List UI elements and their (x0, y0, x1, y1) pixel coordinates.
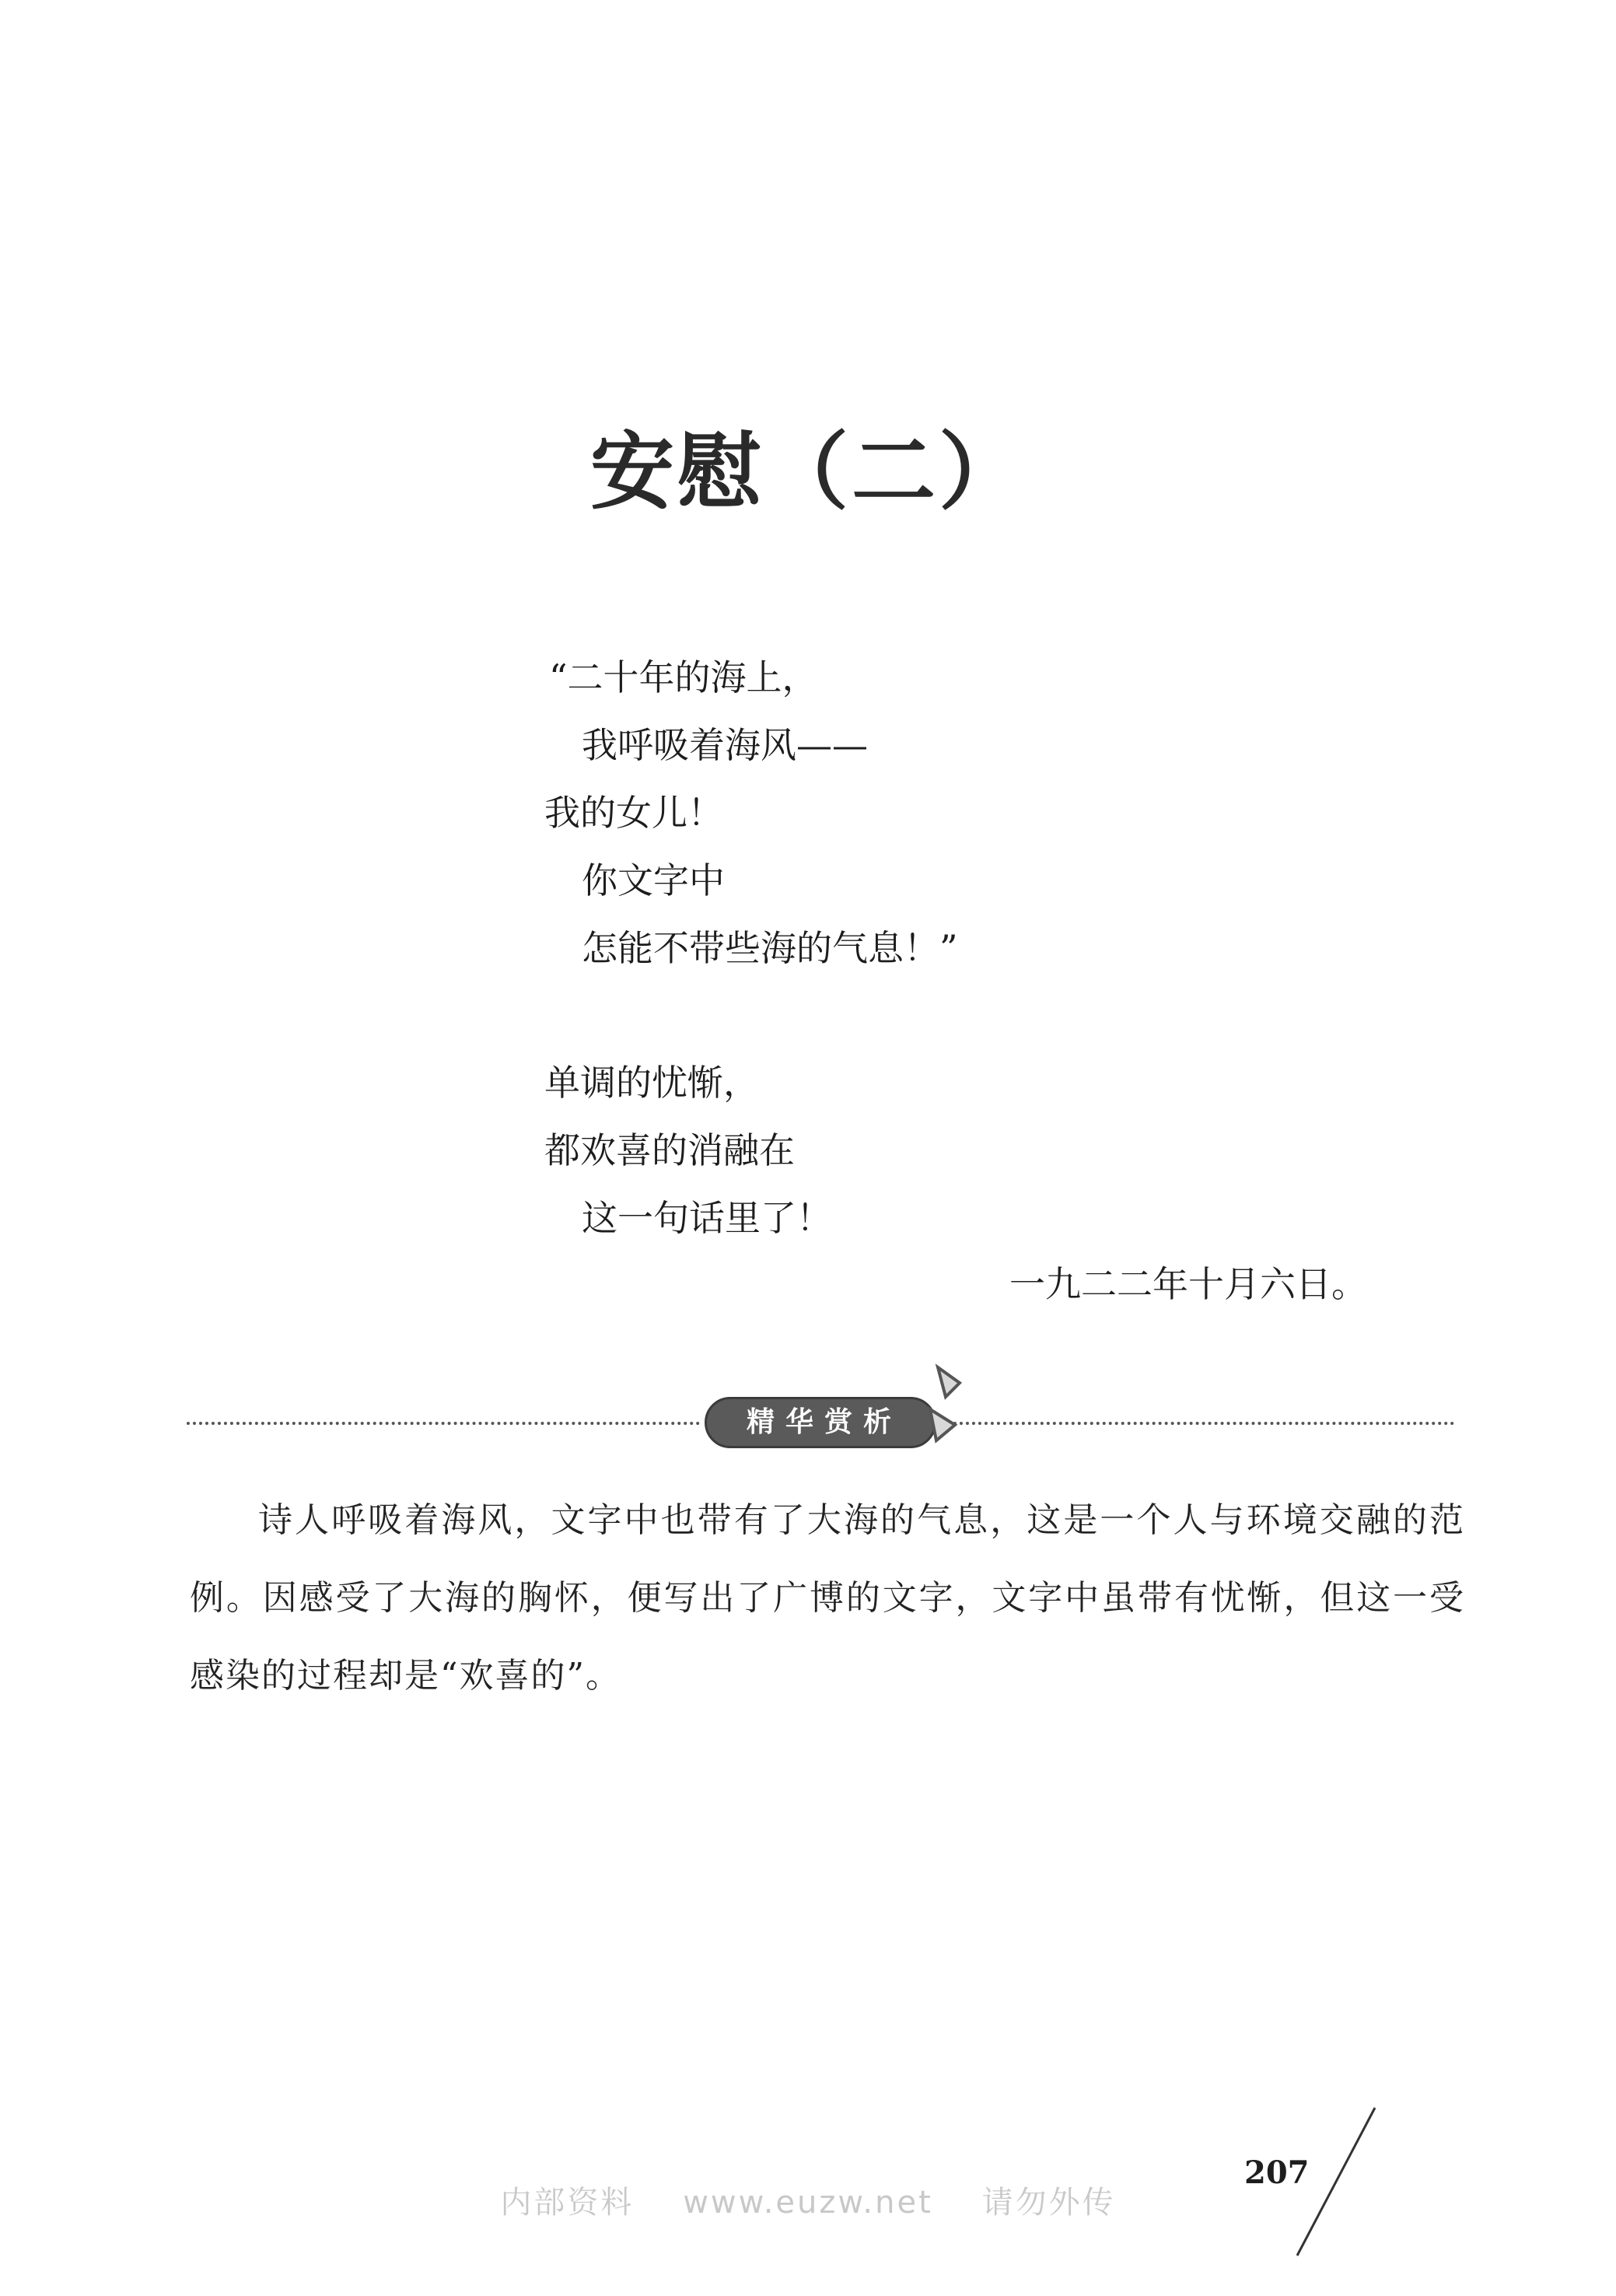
poem-line: 都欢喜的消融在 (544, 1129, 795, 1171)
poem-line: 我的女儿！ (544, 792, 723, 834)
dotted-divider-right (941, 1422, 1454, 1425)
sparkle-decoration-icon (915, 1360, 969, 1453)
poem-title: 安慰（二） (589, 424, 1026, 521)
poem-line: 这一句话里了！ (582, 1197, 832, 1239)
poem-line: 我呼吸着海风—— (582, 724, 868, 766)
section-badge: 精华赏析 (705, 1397, 936, 1448)
watermark: 内部资料 www.euzw.net 请勿外传 (500, 2185, 1116, 2221)
dotted-divider-left (187, 1422, 700, 1425)
poem-line: “二十年的海上， (549, 656, 818, 698)
poem-line: 单调的忧惭， (544, 1062, 759, 1104)
poem-date: 一九二二年十月六日。 (1009, 1263, 1367, 1305)
analysis-paragraph: 诗人呼吸着海风，文字中也带有了大海的气息，这是一个人与环境交融的范例。因感受了大海的胸怀，便写出了广博的文字，文字中虽带有忧惭，但这一受感染的过程却是“欢喜的”。 (190, 1500, 1465, 1696)
poem-line: 你文字中 (582, 859, 725, 901)
page-number: 207 (1244, 2154, 1310, 2191)
poem-line: 怎能不带些海的气息！” (582, 927, 958, 969)
